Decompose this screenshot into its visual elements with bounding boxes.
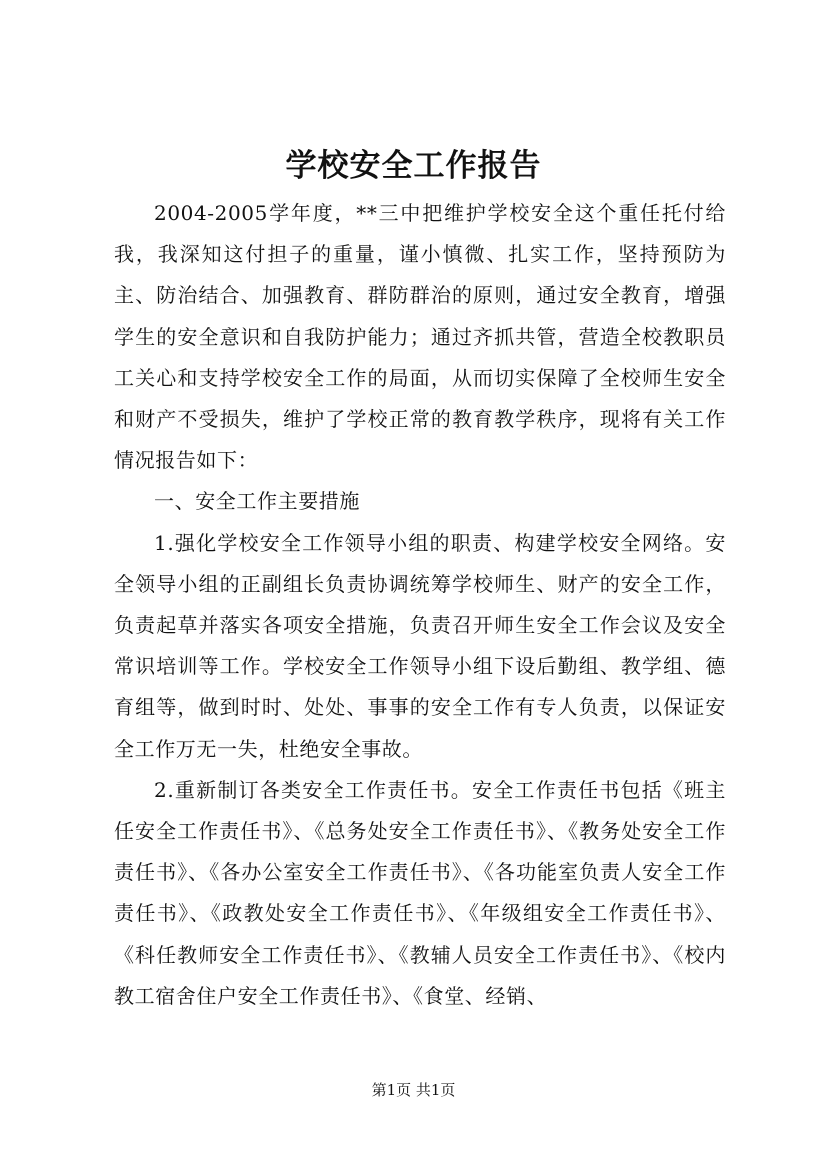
document-title: 学校安全工作报告 [285,148,542,184]
paragraph-item-1: 1.强化学校安全工作领导小组的职责、构建学校安全网络。安全领导小组的正副组长负责协调统筹学校师生、财产的安全工作，负责起草并落实各项安全措施，负责召开师生安全工作会议及安全常识培训等工作。学校安全工作领导小组下设后勤组、教学组、德育组等，做到时时、处处、事事的安全工作有专人负责，以保证安全工作万无一失，杜绝安全事故。 [114,530,726,761]
paragraph-intro: 2004-2005学年度，**三中把维护学校安全这个重任托付给我，我深知这付担子的重量，谨小慎微、扎实工作，坚持预防为主、防治结合、加强教育、群防群治的原则，通过安全教育，增强学生的安全意识和自我防护能力；通过齐抓共管，营造全校教职员工关心和支持学校安全工作的局面，从而切实保障了全校师生安全和财产不受损失，维护了学校正常的教育教学秩序，现将有关工作情况报告如下： [114,201,726,473]
page-number-label: 第1页 共1页 [371,1081,456,1099]
page-footer [0,1080,827,1100]
section-heading: 一、安全工作主要措施 [154,489,360,514]
document-body [114,193,726,1017]
paragraph-item-2: 2.重新制订各类安全工作责任书。安全工作责任书包括《班主任安全工作责任书》、《总务处安全工作责任书》、《教务处安全工作责任书》、《各办公室安全工作责任书》、《各功能室负责人安全工作责任书》、《政教处安全工作责任书》、《年级组安全工作责任书》、《科任教师安全工作责任书》、《教辅人员安全工作责任书》、《校内教工宿舍住户安全工作责任书》、《食堂、经销、 [114,777,726,1008]
